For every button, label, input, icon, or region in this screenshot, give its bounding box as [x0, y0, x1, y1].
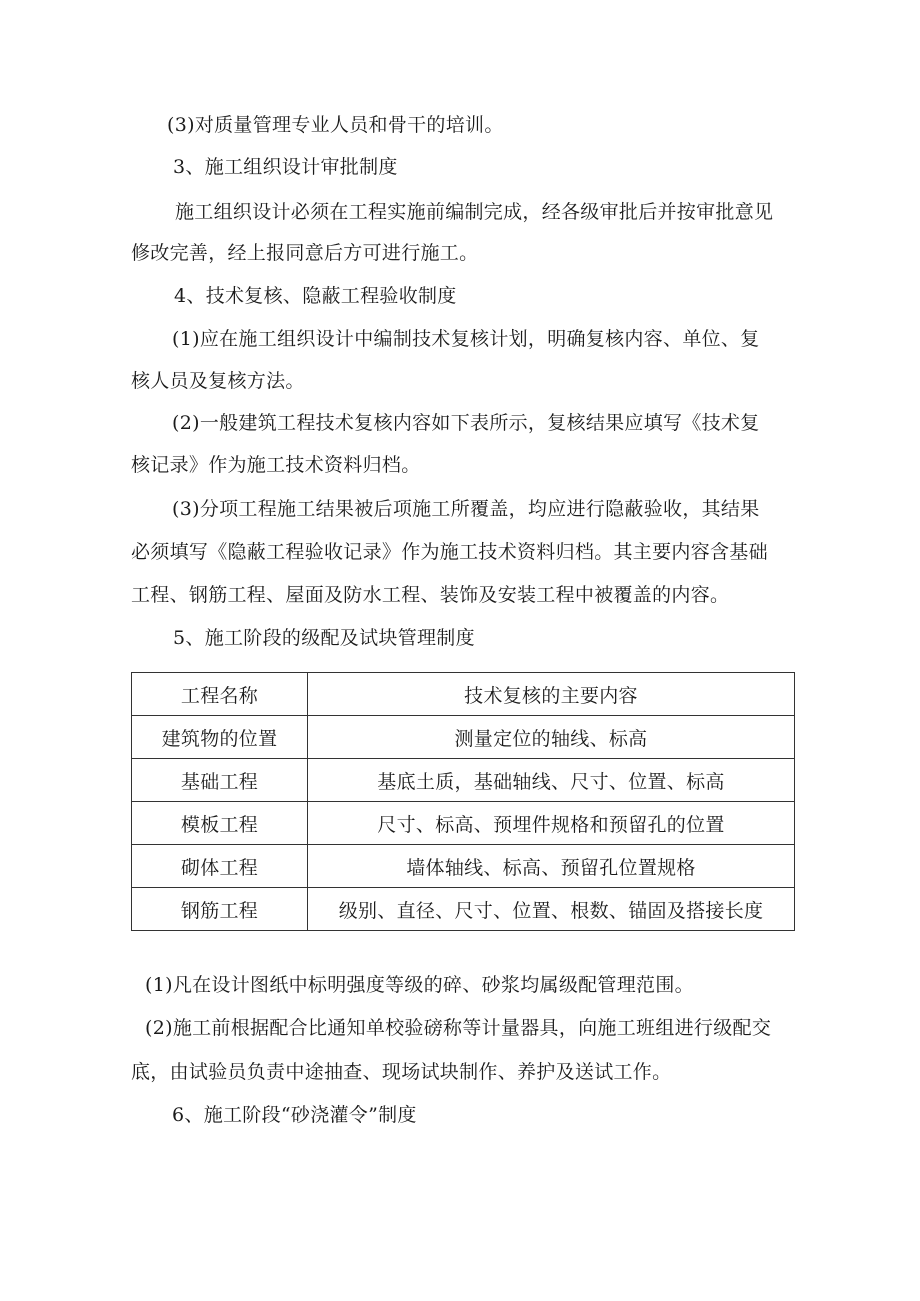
- table-cell-content: 测量定位的轴线、标高: [308, 716, 795, 759]
- paragraph-review-plan-line1: (1)应在施工组织设计中编制技术复核计划，明确复核内容、单位、复: [172, 328, 760, 350]
- paragraph-review-plan-line2: 核人员及复核方法。: [131, 370, 305, 392]
- table-row: [132, 845, 795, 888]
- table-cell-content: 基底土质，基础轴线、尺寸、位置、标高: [308, 759, 795, 802]
- paragraph-hidden-works-line3: 工程、钢筋工程、屋面及防水工程、装饰及安装工程中被覆盖的内容。: [131, 584, 730, 606]
- table-cell-project: 钢筋工程: [132, 888, 308, 931]
- heading-section-5: 5、施工阶段的级配及试块管理制度: [173, 627, 475, 649]
- paragraph-review-content-line1: (2)一般建筑工程技术复核内容如下表所示，复核结果应填写《技术复: [172, 412, 760, 434]
- paragraph-design-approval-line1: 施工组织设计必须在工程实施前编制完成，经各级审批后并按审批意见: [175, 201, 774, 223]
- table-row: [132, 802, 795, 845]
- paragraph-mix-procedure-line1: (2)施工前根据配合比通知单校验磅称等计量器具，向施工班组进行级配交: [145, 1017, 772, 1039]
- paragraph-mix-scope: (1)凡在设计图纸中标明强度等级的碎、砂浆均属级配管理范围。: [145, 974, 694, 996]
- table-cell-content: 墙体轴线、标高、预留孔位置规格: [308, 845, 795, 888]
- paragraph-quality-training: (3)对质量管理专业人员和骨干的培训。: [167, 114, 504, 136]
- paragraph-review-content-line2: 核记录》作为施工技术资料归档。: [131, 454, 421, 476]
- table-header-row: [132, 673, 795, 716]
- heading-section-4: 4、技术复核、隐蔽工程验收制度: [174, 285, 457, 307]
- table-cell-project: 建筑物的位置: [132, 716, 308, 759]
- table-row: [132, 759, 795, 802]
- table-row: [132, 716, 795, 759]
- table-header-cell: 技术复核的主要内容: [308, 673, 795, 716]
- table-row: [132, 888, 795, 931]
- technical-review-table: [131, 672, 792, 931]
- table-cell-project: 模板工程: [132, 802, 308, 845]
- table-cell-project: 基础工程: [132, 759, 308, 802]
- heading-section-3: 3、施工组织设计审批制度: [173, 156, 398, 178]
- paragraph-mix-procedure-line2: 底，由试验员负责中途抽查、现场试块制作、养护及送试工作。: [131, 1061, 672, 1083]
- table-cell-project: 砌体工程: [132, 845, 308, 888]
- table-cell-content: 尺寸、标高、预埋件规格和预留孔的位置: [308, 802, 795, 845]
- heading-section-6: 6、施工阶段“砂浇灌令”制度: [172, 1104, 417, 1126]
- table-header-cell: 工程名称: [132, 673, 308, 716]
- paragraph-hidden-works-line1: (3)分项工程施工结果被后项施工所覆盖，均应进行隐蔽验收，其结果: [172, 498, 760, 520]
- paragraph-hidden-works-line2: 必须填写《隐蔽工程验收记录》作为施工技术资料归档。其主要内容含基础: [131, 541, 768, 563]
- paragraph-design-approval-line2: 修改完善，经上报同意后方可进行施工。: [131, 242, 479, 264]
- table-cell-content: 级别、直径、尺寸、位置、根数、锚固及搭接长度: [308, 888, 795, 931]
